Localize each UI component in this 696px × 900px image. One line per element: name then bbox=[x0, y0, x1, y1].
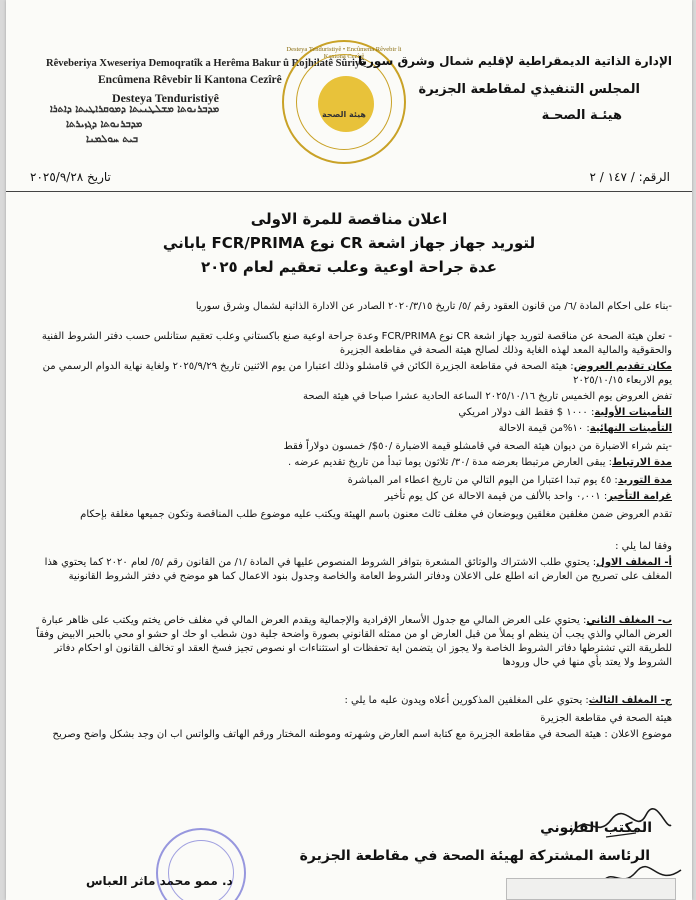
reference-date: تاريخ ٢٠٢٥/٩/٢٨ bbox=[30, 170, 111, 184]
seal-ring-text: Desteya Tenduristiyê • Encûmena Rêvebir li Kantona Cezîrê bbox=[286, 46, 402, 60]
paragraph-envelope-3-b: موضوع الاعلان : هيئة الصحة في مقاطعة الجزيرة مع كتابة اسم العارض وشهرته وموطنه المختار ورقم الهاتف والواتس اب ان وجد بشكل واضح وصريح bbox=[52, 729, 672, 740]
reference-number: الرقم: / ١٤٧ / ٢ bbox=[589, 170, 670, 184]
label-envelope-3: ج- المغلف الثالث bbox=[588, 695, 672, 706]
header-arabic-line3: هيئـة الصحـة bbox=[541, 108, 622, 123]
text-delay-penalty: : ٠,٠٠١ واحد بالألف من قيمة الاحالة عن كل يوم تأخير bbox=[384, 491, 608, 502]
paragraph-final-deposit bbox=[26, 422, 672, 436]
paragraph-envelope-1 bbox=[26, 556, 672, 584]
header-syriac-line1: ܡܕܒܪܢܘܬܐ ܡܫܠܛܢܝܬܐ ܕܡܘܩܪܐܛܝܬܐ ܕܐܬܪܐ bbox=[50, 104, 220, 115]
text-envelope-2: : يحتوي على العرض المالي مع جدول الأسعار الإفرادية والإجمالية ويقدم العرض المالي في مغلف خاص يختم ويكتب على ظاهر عبارة العرض المالي والذي يجب أن ينظم او يملأ من قبل العارض او من ممثله القانوني بصورة واضحة جلية دون شطب او حك او حشو او محي بالحبر الابيض وفقاً للطريقة التي تشترطها دفاتر الشروط الخاصة ولا يجوز ان يتضمن اية تحفظات او استثناءات او نصوص تجيز فسخ العقد او تخالف القانون او احكام دفاتر الشروط ولا يعتد بأي منها في حال ورودها bbox=[36, 615, 672, 668]
paragraph-legal-basis: -بناء على احكام المادة /٦/ من قانون العقود رقم /٥/ تاريخ ٢٠٢٠/٣/١٥ الصادر عن الادارة الذاتية لشمال وشرق سوريا bbox=[195, 301, 672, 312]
text-initial-deposit: : ١٠٠٠ $ فقط الف دولار امريكي bbox=[458, 407, 595, 418]
text-envelope-1: : يحتوي طلب الاشتراك والوثائق المشعرة بتوافر الشروط المنصوص عليها في المادة /١/ من القانون رقم /٥/ لعام ٢٠٢٠ كما يحتوي هذا المغلف على تصريح من العارض انه اطلع على الاعلان ودفاتر الشروط العامة والخاصة وجدول بنود الاعمال كما هو موضح في دفتر الشروط القانونية bbox=[44, 557, 672, 582]
header-kurdish-line2: Encûmena Rêvebir li Kantona Cezîrê bbox=[98, 74, 282, 86]
text-final-deposit: : ١٠%من قيمة الاحالة bbox=[498, 423, 590, 434]
label-delay-penalty: غرامة التأخير bbox=[607, 491, 672, 502]
signatory-names: د. ممو محمد ماثر العباس bbox=[86, 874, 233, 888]
paragraph-envelopes-intro: تقدم العروض ضمن مغلفين مغلقين ويوضعان في مغلف ثالث معنون باسم الهيئة ويكتب عليه موضوع طلب المناقصة وتكون جميعها مغلقة بإحكام bbox=[80, 509, 672, 520]
seal-center-text: هيئة الصحة bbox=[322, 110, 366, 119]
label-envelope-1: أ- المغلف الاول bbox=[596, 557, 672, 568]
presidency-label: الرئاسة المشتركة لهيئة الصحة في مقاطعة الجزيرة bbox=[299, 848, 650, 864]
label-final-deposit: التأمينات النهائية bbox=[589, 423, 672, 434]
label-supply-period: مدة التوريد bbox=[617, 475, 672, 486]
announcement-subtitle: لتوريد جهاز جهاز اشعة CR نوع FCR/PRIMA ياباني bbox=[162, 234, 536, 252]
paragraph-envelope-3-a: هيئة الصحة في مقاطعة الجزيرة bbox=[540, 713, 672, 724]
text-commitment-period: : يبقى العارض مرتبطا بعرضه مدة /٣٠/ ثلاثون يوما تبدأ من تاريخ تقديم عرضه . bbox=[287, 457, 613, 468]
round-stamp-icon bbox=[156, 828, 246, 900]
paragraph-envelope-2 bbox=[26, 614, 672, 670]
header-divider bbox=[6, 191, 692, 192]
paragraph-delay-penalty bbox=[26, 490, 672, 504]
paragraph-commitment-period bbox=[26, 456, 672, 470]
paragraph-as-follows: وفقا لما يلي : bbox=[615, 541, 672, 552]
header-syriac-line2: ܡܕܒܪܢܘܬܐ ܕܓܙܝܪܬܐ bbox=[66, 119, 143, 130]
header-syriac-line3: ܒܝܬ ܚܘܠܡܢܐ bbox=[86, 134, 138, 145]
text-envelope-3: : يحتوي على المغلفين المذكورين أعلاه ويدون عليه ما يلي : bbox=[344, 695, 589, 706]
paragraph-tender-announcement: - تعلن هيئة الصحة عن مناقصة لتوريد جهاز اشعة CR نوع FCR/PRIMA وعدة جراحة اوعية صنع باكستاني وعلب تعقيم ستانلس حسب دفتر الشروط الفنية والحقوقية والمالية المعد لهذه الغاية وذلك لصالح هيئة الصحة في مقاطعة الجزيرة bbox=[41, 331, 672, 356]
paragraph-file-purchase: -يتم شراء الاضبارة من ديوان هيئة الصحة في قامشلو قيمة الاضبارة /٥٠$/ خمسون دولاراً فقط bbox=[283, 441, 672, 452]
announcement-subtitle-2: عدة جراحة اوعية وعلب تعقيم لعام ٢٠٢٥ bbox=[201, 258, 497, 276]
stamp-box bbox=[506, 878, 676, 900]
signature-icon bbox=[566, 805, 676, 845]
stamp-inner-ring bbox=[168, 840, 234, 900]
paragraph-envelope-3 bbox=[26, 694, 672, 708]
text-submission-place: : هيئة الصحة في مقاطعة الجزيرة الكائن في قامشلو وذلك اعتبارا من يوم الاثنين تاريخ ٢٠٢٥/٩/٢٩ ولغاية نهاية الدوام الرسمي من يوم الاربعاء ٢٠٢٥/١٠/١٥ bbox=[42, 361, 672, 386]
document-page bbox=[6, 0, 692, 900]
label-commitment-period: مدة الارتباط bbox=[612, 457, 672, 468]
text-supply-period: : ٤٥ يوم تبدا اعتبارا من اليوم التالي من تاريخ اعطاء امر المباشرة bbox=[347, 475, 618, 486]
label-initial-deposit: التأمينات الأولية bbox=[594, 407, 672, 418]
header-arabic-line2: المجلس التنفيذي لمقاطعة الجزيرة bbox=[418, 82, 640, 97]
paragraph-initial-deposit bbox=[26, 406, 672, 420]
label-submission-place: مكان تقديم العروض bbox=[573, 361, 672, 372]
paragraph-submission-place bbox=[26, 360, 672, 388]
header-arabic-line1: الإدارة الذاتية الديمقراطية لإقليم شمال وشرق سوريا bbox=[358, 54, 672, 68]
header-kurdish-line3: Desteya Tenduristiyê bbox=[112, 91, 220, 105]
header-kurdish-line1: Rêveberiya Xweseriya Demoqratîk a Herêma Bakur û Rojhilatê Sûriyê bbox=[46, 58, 365, 69]
paragraph-supply-period bbox=[26, 474, 672, 488]
announcement-title: اعلان مناقصة للمرة الاولى bbox=[250, 210, 448, 228]
seal-emblem-icon bbox=[318, 76, 374, 132]
legal-office-label: المكتب القانوني bbox=[540, 820, 652, 836]
label-envelope-2: ب- المغلف الثاني bbox=[586, 615, 672, 626]
paragraph-opening-date: تفض العروض يوم الخميس تاريخ ٢٠٢٥/١٠/١٦ الساعة الحادية عشرا صباحا في هيئة الصحة bbox=[302, 391, 672, 402]
